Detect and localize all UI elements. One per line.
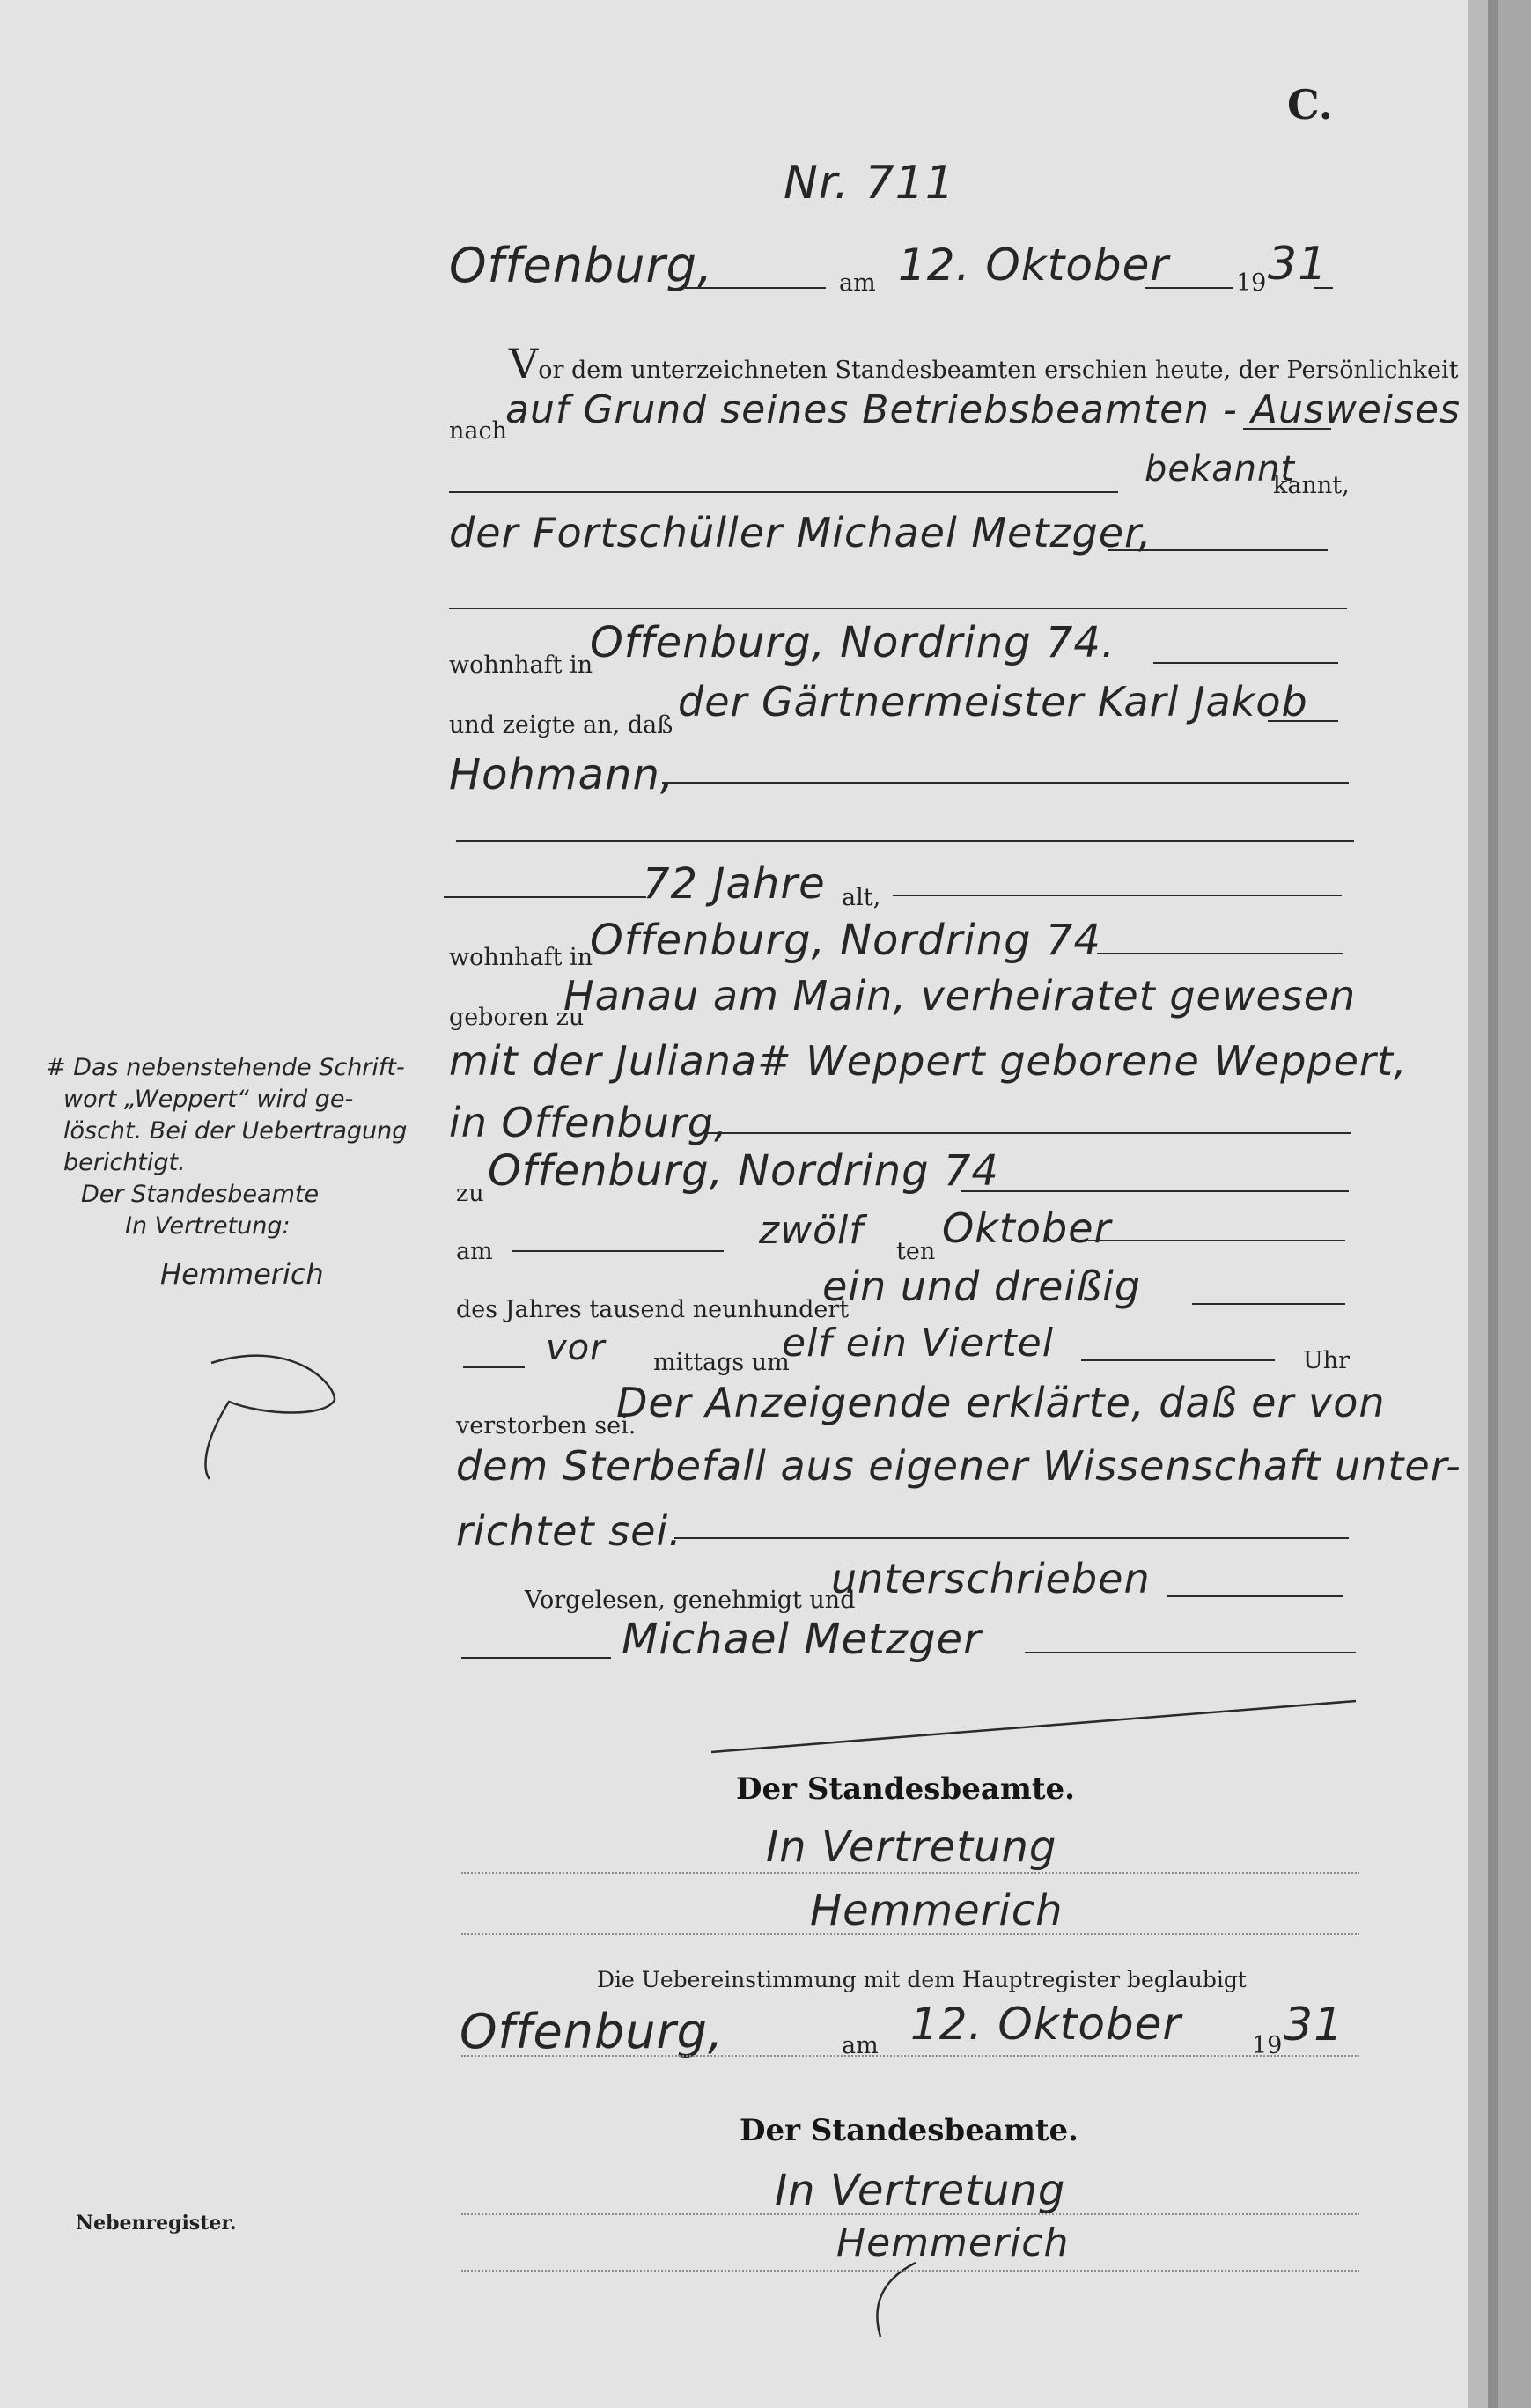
cert-date: 12. Oktober: [910, 1999, 1181, 2050]
informant-signature: Michael Metzger: [622, 1615, 982, 1664]
vor: vor: [546, 1328, 606, 1368]
zeigte-label: und zeigte an, daß: [449, 711, 673, 739]
zu-label: zu: [456, 1180, 484, 1207]
entry-number: Nr. 711: [784, 157, 955, 210]
cert-am: am: [842, 2032, 879, 2059]
death-time: elf ein Viertel: [782, 1321, 1054, 1366]
margin-note-line: In Vertretung:: [125, 1212, 291, 1240]
dotted-line: [461, 2270, 1359, 2272]
dotted-line: [461, 1872, 1359, 1874]
dotted-line: [461, 2055, 1359, 2057]
residence: Offenburg, Nordring 74.: [590, 618, 1116, 667]
vorgelesen-label: Vorgelesen, genehmigt und: [525, 1587, 856, 1614]
cert-year-suffix: 31: [1284, 1999, 1344, 2051]
cert-place: Offenburg,: [460, 2004, 725, 2059]
uhr-label: Uhr: [1303, 1347, 1351, 1374]
geboren-label: geboren zu: [449, 1004, 585, 1031]
nach-label: nach: [449, 417, 507, 445]
register-letter: C.: [1287, 81, 1333, 129]
official-signature: Hemmerich: [810, 1886, 1064, 1935]
identification: auf Grund seines Betriebsbeamten - Ausweises: [505, 387, 1461, 432]
official-signature-2: Hemmerich: [836, 2220, 1070, 2265]
death-place: Offenburg, Nordring 74: [488, 1146, 999, 1196]
margin-correction-note: [46, 1052, 424, 1290]
vorgelesen-value: unterschrieben: [831, 1555, 1151, 1602]
certification: Die Uebereinstimmung mit dem Hauptregister beglaubigt: [597, 1967, 1247, 1992]
year-suffix: 31: [1268, 238, 1329, 291]
margin-note-line: berichtigt.: [63, 1149, 186, 1176]
kannt-label: kannt,: [1273, 472, 1350, 499]
statement-1: Der Anzeigende erklärte, daß er von: [616, 1379, 1386, 1426]
margin-note-line: wort „Weppert“ wird ge-: [63, 1086, 354, 1113]
intro-text: Vor dem unterzeichneten Standesbeamten erschien heute, der Persönlichkeit: [509, 340, 1459, 387]
death-month: Oktober: [942, 1204, 1112, 1252]
nebenregister: Nebenregister.: [76, 2212, 237, 2235]
am-label-2: am: [456, 1238, 493, 1265]
standesbeamte-heading-2: Der Standesbeamte.: [740, 2113, 1079, 2148]
age: 72 Jahre: [643, 859, 826, 909]
margin-note-line: Hemmerich: [160, 1257, 324, 1291]
statement-3: richtet sei.: [456, 1507, 682, 1555]
wohnhaft2-label: wohnhaft in: [449, 944, 593, 971]
place: Offenburg,: [449, 238, 714, 293]
deceased-line-1: der Gärtnermeister Karl Jakob: [678, 678, 1308, 725]
ten-label: ten: [896, 1238, 936, 1265]
bekannt: bekannt: [1145, 449, 1296, 490]
margin-note-line: # Das nebenstehende Schrift-: [46, 1054, 405, 1081]
year-prefix: 19: [1236, 269, 1267, 297]
death-year: ein und dreißig: [822, 1263, 1142, 1310]
jahres-label: des Jahres tausend neunhundert: [456, 1296, 850, 1323]
margin-note-line: Der Standesbeamte: [81, 1181, 320, 1208]
statement-2: dem Sterbefall aus eigener Wissenschaft unter-: [456, 1442, 1461, 1490]
date: 12. Oktober: [898, 239, 1169, 291]
verstorben-label: verstorben sei.: [456, 1412, 637, 1440]
death-day: zwölf: [759, 1208, 864, 1253]
mittags-label: mittags um: [653, 1349, 790, 1376]
wohnhaft-label: wohnhaft in: [449, 652, 593, 679]
informant: der Fortschüller Michael Metzger,: [449, 509, 1152, 556]
margin-note-line: löscht. Bei der Uebertragung: [63, 1117, 408, 1145]
spouse: mit der Juliana# Weppert geborene Weppert,: [449, 1037, 1408, 1085]
am-label: am: [839, 269, 876, 297]
in-vertretung: In Vertretung: [766, 1823, 1057, 1872]
cert-year-prefix: 19: [1252, 2032, 1283, 2059]
spouse-place: in Offenburg,: [449, 1099, 728, 1146]
birthplace: Hanau am Main, verheiratet gewesen: [563, 972, 1357, 1020]
standesbeamte-heading: Der Standesbeamte.: [736, 1771, 1076, 1807]
in-vertretung-2: In Vertretung: [775, 2166, 1066, 2215]
dotted-line: [461, 1933, 1359, 1935]
alt-label: alt,: [842, 884, 881, 911]
residence-2: Offenburg, Nordring 74: [590, 916, 1101, 965]
dotted-line: [461, 2213, 1359, 2215]
deceased-line-2: Hohmann,: [449, 750, 675, 799]
